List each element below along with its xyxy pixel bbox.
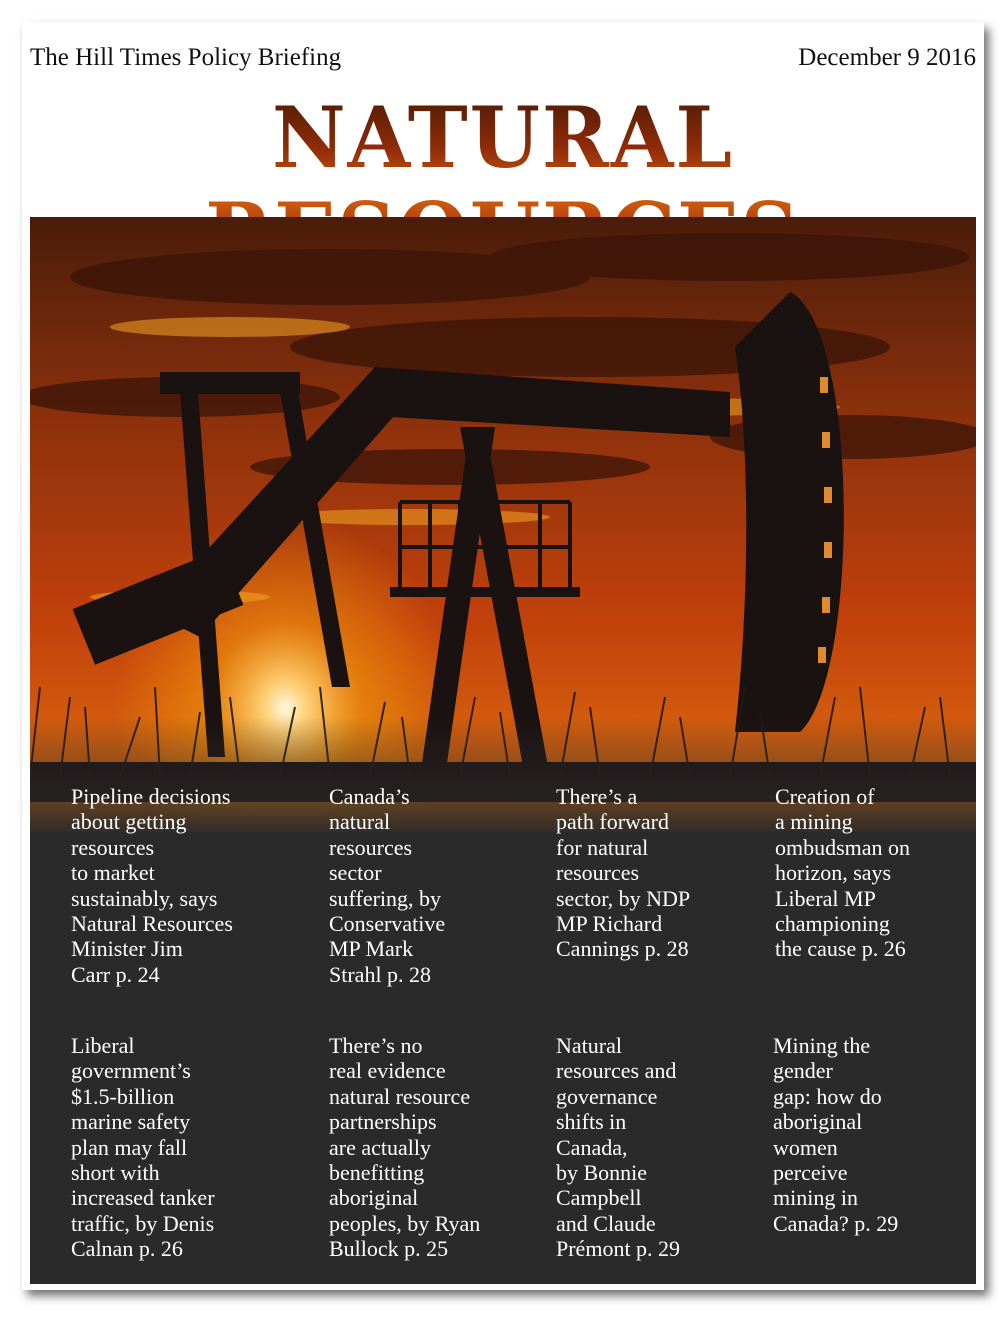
headline-grid (30, 217, 976, 1284)
headline-marine-safety-plan[interactable]: Liberal government’s $1.5-billion marine safety plan may fall short with increased tanker traffic, by Denis Calnan p. 26 (71, 1033, 215, 1262)
headline-pipeline-decisions[interactable]: Pipeline decisions about getting resources to market sustainably, says Natural Resources Minister Jim Carr p. 24 (71, 784, 233, 987)
publication-name: The Hill Times Policy Briefing (30, 44, 342, 71)
issue-date: December 9 2016 (798, 44, 976, 71)
headline-mining-gender-gap[interactable]: Mining the gender gap: how do aboriginal women perceive mining in Canada? p. 29 (773, 1033, 899, 1236)
headline-mining-ombudsman[interactable]: Creation of a mining ombudsman on horizon, says Liberal MP championing the cause p. 26 (775, 784, 911, 962)
headline-path-forward[interactable]: There’s a path forward for natural resources sector, by NDP MP Richard Cannings p. 28 (556, 784, 691, 962)
headline-aboriginal-partnerships[interactable]: There’s no real evidence natural resource partnerships are actually benefitting aboriginal peoples, by Ryan Bullock p. 25 (329, 1033, 481, 1262)
headline-governance-shifts[interactable]: Natural resources and governance shifts in Canada, by Bonnie Campbell and Claude Prémont p. 29 (556, 1033, 681, 1262)
cover-title: NATURAL (41, 90, 965, 282)
headline-natural-resources-sector-suffering[interactable]: Canada’s natural resources sector suffering, by Conservative MP Mark Strahl p. 28 (329, 784, 446, 987)
magazine-cover (22, 22, 984, 1290)
cover-photo (30, 217, 976, 1284)
